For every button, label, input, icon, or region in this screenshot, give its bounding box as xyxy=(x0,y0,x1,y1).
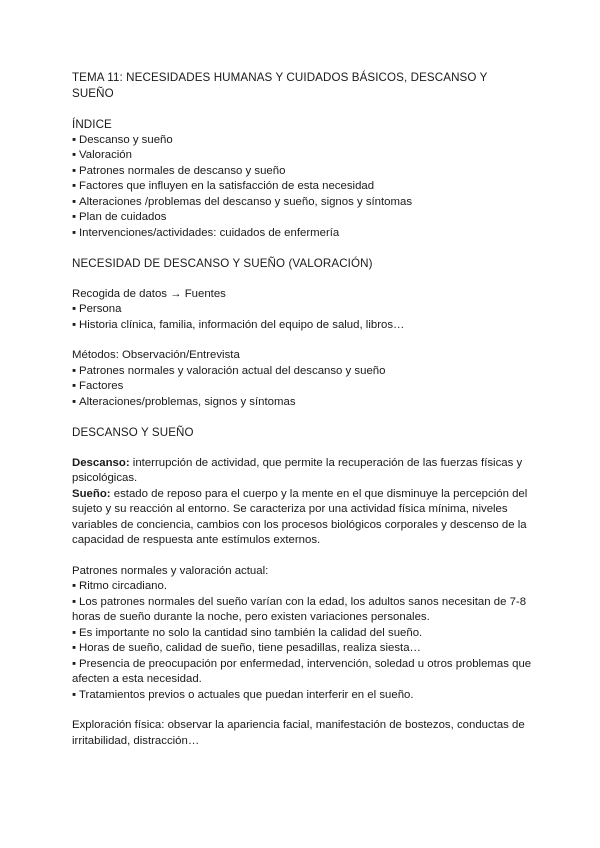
list-item-text: Patrones normales y valoración actual del descanso y sueño xyxy=(79,364,386,377)
bullet-icon: ▪ xyxy=(72,395,77,408)
list-item-text: Valoración xyxy=(79,149,132,161)
bullet-icon: ▪ xyxy=(72,626,77,639)
list-item xyxy=(72,657,532,688)
exploracion-text: Exploración física: observar la apariencia facial, manifestación de bostezos, conductas de irritabilidad, distracción… xyxy=(72,719,525,747)
list-item xyxy=(72,164,532,180)
list-item-text: Factores xyxy=(79,380,124,392)
list-item xyxy=(72,179,532,195)
list-item xyxy=(72,318,532,334)
document-title: TEMA 11: NECESIDADES HUMANAS Y CUIDADOS BÁSICOS, DESCANSO Y SUEÑO xyxy=(72,71,488,100)
bullet-icon: ▪ xyxy=(72,180,77,192)
sueno-definition xyxy=(72,487,532,549)
patrones-list xyxy=(72,579,532,703)
list-item-text: Presencia de preocupación por enfermedad, intervención, soledad u otros problemas que afecten a esta necesidad. xyxy=(72,657,532,685)
metodos-list xyxy=(72,364,532,411)
bullet-icon: ▪ xyxy=(72,595,77,608)
descanso-heading: DESCANSO Y SUEÑO xyxy=(72,426,194,439)
metodos-label: Métodos: Observación/Entrevista xyxy=(72,349,240,361)
list-item xyxy=(72,210,532,226)
list-item-text: Los patrones normales del sueño varían con la edad, los adultos sanos necesitan de 7-8 horas de sueño durante la noche, pero existen variaciones personales. xyxy=(72,595,527,623)
list-item xyxy=(72,302,532,318)
bullet-icon: ▪ xyxy=(72,364,77,377)
bullet-icon: ▪ xyxy=(72,164,77,177)
list-item-text: Ritmo circadiano. xyxy=(79,580,167,592)
list-item xyxy=(72,148,532,164)
list-item-text: Es importante no solo la cantidad sino también la calidad del sueño. xyxy=(79,626,423,639)
sueno-def-text: estado de reposo para el cuerpo y la mente en el que disminuye la percepción del sujeto y su reacción al entorno. Se caracteriza por una actividad física mínima, niveles variables de conciencia, cambios con los procesos biológicos corporales y descenso de la capacidad de respuesta ante estímulos externos. xyxy=(72,487,528,546)
list-item xyxy=(72,579,532,595)
bullet-icon: ▪ xyxy=(72,211,77,223)
list-item xyxy=(72,641,532,657)
list-item xyxy=(72,595,532,626)
document-content xyxy=(72,70,532,749)
bullet-icon: ▪ xyxy=(72,642,77,654)
bullet-icon: ▪ xyxy=(72,226,77,239)
list-item-text: Alteraciones /problemas del descanso y sueño, signos y síntomas xyxy=(79,195,413,208)
descanso-def-text: interrupción de actividad, que permite la recuperación de las fuerzas físicas y psicológicas. xyxy=(72,456,523,484)
list-item-text: Alteraciones/problemas, signos y síntomas xyxy=(79,395,296,408)
list-item-text: Patrones normales de descanso y sueño xyxy=(79,164,286,177)
bullet-icon: ▪ xyxy=(72,688,77,701)
list-item xyxy=(72,133,532,149)
list-item xyxy=(72,688,532,704)
sueno-term: Sueño: xyxy=(72,487,111,500)
patrones-label: Patrones normales y valoración actual: xyxy=(72,564,269,577)
list-item-text: Factores que influyen en la satisfacción de esta necesidad xyxy=(79,180,375,192)
list-item-text: Plan de cuidados xyxy=(79,211,167,223)
list-item xyxy=(72,364,532,380)
list-item-text: Intervenciones/actividades: cuidados de enfermería xyxy=(79,226,340,239)
valoracion-heading: NECESIDAD DE DESCANSO Y SUEÑO (VALORACIÓN) xyxy=(72,257,373,270)
recogida-list xyxy=(72,302,532,333)
index-heading: ÍNDICE xyxy=(72,118,112,131)
descanso-term: Descanso: xyxy=(72,456,130,469)
list-item-text: Horas de sueño, calidad de sueño, tiene pesadillas, realiza siesta… xyxy=(79,642,421,654)
list-item-text: Historia clínica, familia, información del equipo de salud, libros… xyxy=(79,318,405,331)
descanso-definition xyxy=(72,456,532,487)
index-list xyxy=(72,133,532,242)
bullet-icon: ▪ xyxy=(72,303,77,315)
list-item xyxy=(72,226,532,242)
recogida-label: Recogida de datos → Fuentes xyxy=(72,287,226,300)
list-item xyxy=(72,626,532,642)
list-item-text: Tratamientos previos o actuales que puedan interferir en el sueño. xyxy=(79,688,414,701)
list-item-text: Persona xyxy=(79,303,122,315)
bullet-icon: ▪ xyxy=(72,195,77,208)
bullet-icon: ▪ xyxy=(72,580,77,592)
bullet-icon: ▪ xyxy=(72,380,77,392)
bullet-icon: ▪ xyxy=(72,133,77,146)
list-item xyxy=(72,379,532,395)
bullet-icon: ▪ xyxy=(72,657,77,670)
bullet-icon: ▪ xyxy=(72,149,77,161)
bullet-icon: ▪ xyxy=(72,318,77,331)
list-item xyxy=(72,395,532,411)
list-item xyxy=(72,195,532,211)
list-item-text: Descanso y sueño xyxy=(79,133,173,146)
